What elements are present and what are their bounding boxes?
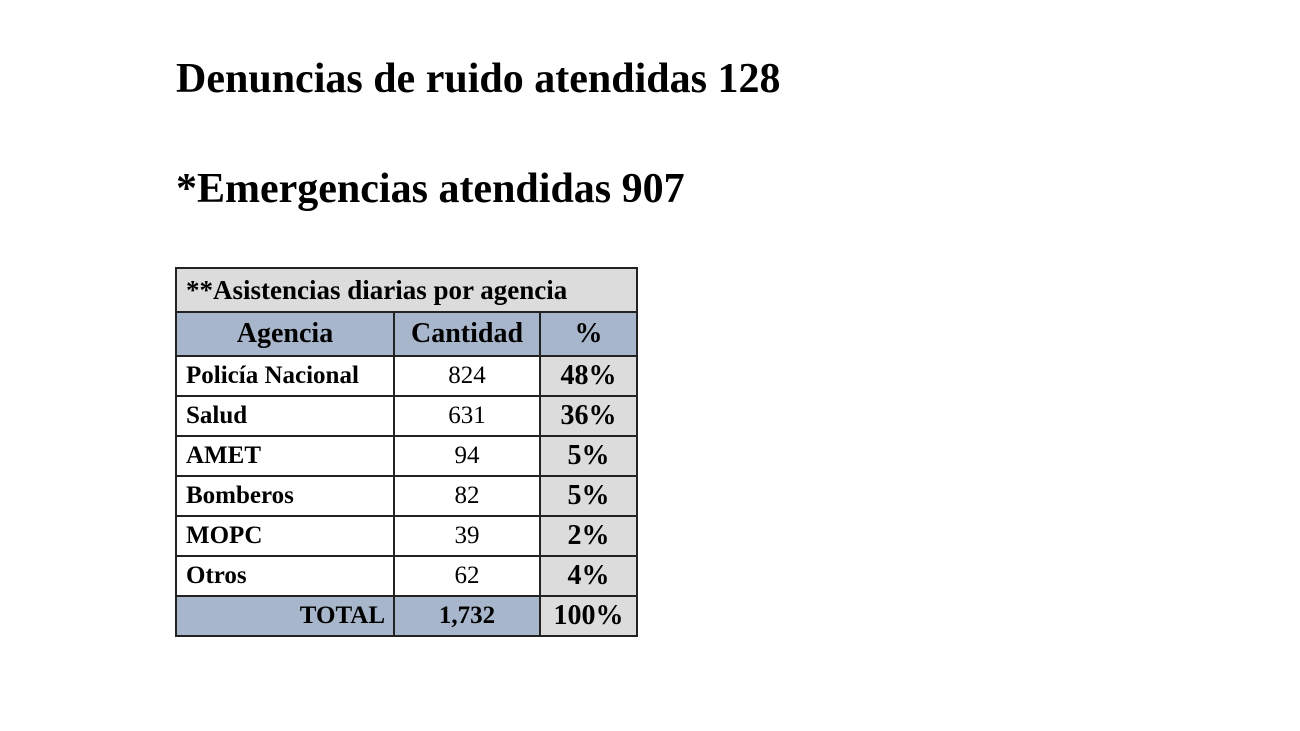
total-label: TOTAL (176, 596, 394, 636)
column-header-agency: Agencia (176, 312, 394, 356)
agency-name: Bomberos (176, 476, 394, 516)
table-row (176, 356, 637, 396)
agency-name: MOPC (176, 516, 394, 556)
noise-complaints-heading: Denuncias de ruido atendidas 128 (176, 56, 781, 102)
agency-name: Policía Nacional (176, 356, 394, 396)
total-quantity: 1,732 (394, 596, 540, 636)
agency-quantity: 94 (394, 436, 540, 476)
table-row (176, 556, 637, 596)
column-header-percent: % (540, 312, 637, 356)
table-title: **Asistencias diarias por agencia (176, 268, 637, 312)
agency-percent: 5% (540, 476, 637, 516)
agency-percent: 4% (540, 556, 637, 596)
table-row (176, 516, 637, 556)
table-title-row (176, 268, 637, 312)
agency-percent: 5% (540, 436, 637, 476)
agency-name: Otros (176, 556, 394, 596)
agency-quantity: 631 (394, 396, 540, 436)
agency-quantity: 62 (394, 556, 540, 596)
emergencies-heading: *Emergencias atendidas 907 (176, 166, 685, 212)
total-row (176, 596, 637, 636)
table-row (176, 436, 637, 476)
agency-percent: 36% (540, 396, 637, 436)
table-row (176, 396, 637, 436)
table-row (176, 476, 637, 516)
agency-assistance-table (175, 267, 638, 637)
agency-quantity: 82 (394, 476, 540, 516)
agency-quantity: 39 (394, 516, 540, 556)
agency-percent: 48% (540, 356, 637, 396)
agency-name: Salud (176, 396, 394, 436)
agency-name: AMET (176, 436, 394, 476)
agency-quantity: 824 (394, 356, 540, 396)
table-header-row (176, 312, 637, 356)
total-percent: 100% (540, 596, 637, 636)
column-header-quantity: Cantidad (394, 312, 540, 356)
agency-percent: 2% (540, 516, 637, 556)
